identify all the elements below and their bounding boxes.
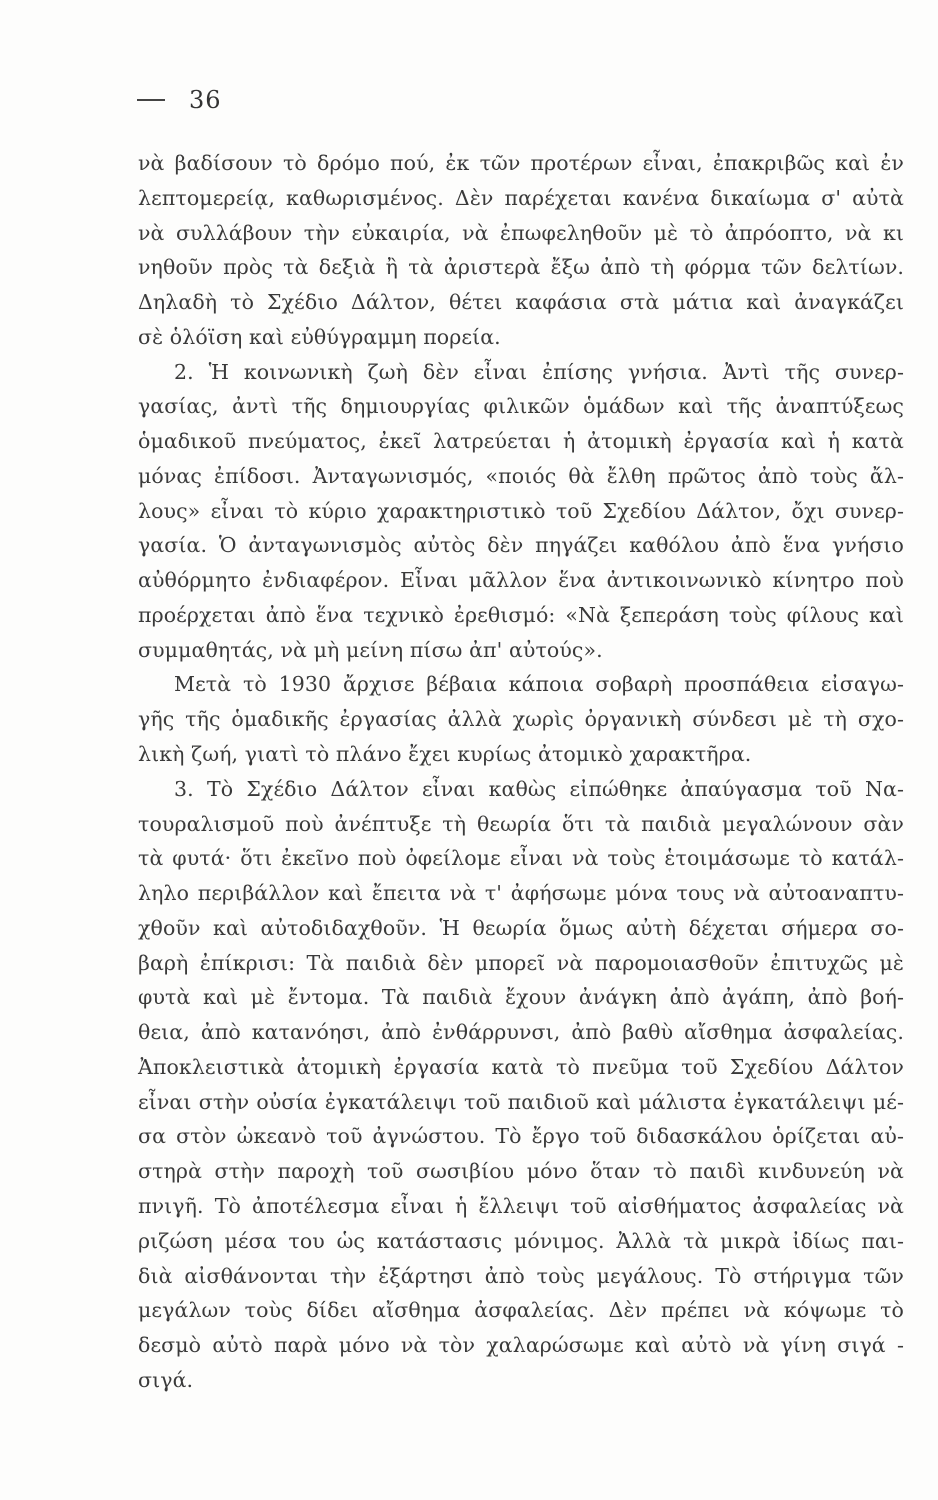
paragraph-start-line: 2. Ἡ κοινωνικὴ ζωὴ δὲν εἶναι ἐπίσης γνήσια. Ἀντὶ τῆς συνερ- — [174, 359, 904, 384]
text-line: σιγά. — [138, 1367, 194, 1392]
text-line: ληλο περιβάλλον καὶ ἔπειτα νὰ τ' ἀφήσωμε μόνα τους νὰ αὐτοαναπτυ- — [138, 881, 904, 906]
page-number: 36 — [189, 86, 222, 114]
text-line: Ἀποκλειστικὰ ἀτομικὴ ἐργασία κατὰ τὸ πνεῦμα τοῦ Σχεδίου Δάλτον — [138, 1054, 904, 1079]
text-line: δεσμὸ αὐτὸ παρὰ μόνο νὰ τὸν χαλαρώσωμε καὶ αὐτὸ νὰ γίνη σιγά - — [138, 1333, 904, 1358]
text-line: νὰ συλλάβουν τὴν εὐκαιρία, νὰ ἐπωφεληθοῦν μὲ τὸ ἀπρόοπτο, νὰ κι — [138, 220, 904, 245]
text-line: ὁμαδικοῦ πνεύματος, ἐκεῖ λατρεύεται ἡ ἀτομικὴ ἐργασία καὶ ἡ κατὰ — [138, 429, 904, 454]
text-line: διὰ αἰσθάνονται τὴν ἐξάρτησι ἀπὸ τοὺς μεγάλους. Τὸ στήριγμα τῶν — [138, 1263, 904, 1288]
text-line: στηρὰ στὴν παροχὴ τοῦ σωσιβίου μόνο ὅταν τὸ παιδὶ κινδυνεύη νὰ — [138, 1159, 904, 1184]
text-line: Δηλαδὴ τὸ Σχέδιο Δάλτον, θέτει καφάσια στὰ μάτια καὶ ἀναγκάζει — [138, 290, 904, 315]
text-line: βαρὴ ἐπίκρισι: Τὰ παιδιὰ δὲν μπορεῖ νὰ παρομοιασθοῦν ἐπιτυχῶς μὲ — [138, 950, 904, 975]
text-line: τουραλισμοῦ ποὺ ἀνέπτυξε τὴ θεωρία ὅτι τὰ παιδιὰ μεγαλώνουν σὰν — [138, 811, 904, 836]
text-line: μεγάλων τοὺς δίδει αἴσθημα ἀσφαλείας. Δὲν πρέπει νὰ κόψωμε τὸ — [138, 1298, 904, 1323]
text-line: ριζώση μέσα του ὡς κατάστασις μόνιμος. Ἀλλὰ τὰ μικρὰ ἰδίως παι- — [138, 1228, 904, 1253]
text-line: λικὴ ζωή, γιατὶ τὸ πλάνο ἔχει κυρίως ἀτομικὸ χαρακτῆρα. — [138, 742, 752, 767]
text-line: χθοῦν καὶ αὐτοδιδαχθοῦν. Ἡ θεωρία ὅμως αὐτὴ δέχεται σήμερα σο- — [138, 915, 904, 940]
text-line: λεπτομερείᾳ, καθωρισμένος. Δὲν παρέχεται κανένα δικαίωμα σ' αὐτὰ — [138, 185, 904, 210]
text-line: νὰ βαδίσουν τὸ δρόμο πού, ἐκ τῶν προτέρων εἶναι, ἐπακριβῶς καὶ ἐν — [138, 151, 904, 175]
page-header — [137, 86, 222, 114]
text-line: γῆς τῆς ὁμαδικῆς ἐργασίας ἀλλὰ χωρὶς ὀργανικὴ σύνδεσι μὲ τὴ σχο- — [138, 707, 904, 732]
text-line: γασία. Ὁ ἀνταγωνισμὸς αὐτὸς δὲν πηγάζει καθόλου ἀπὸ ἕνα γνήσιο — [138, 533, 904, 558]
text-line: προέρχεται ἀπὸ ἕνα τεχνικὸ ἐρεθισμό: «Νὰ ξεπεράση τοὺς φίλους καὶ — [138, 602, 904, 627]
text-line: συμμαθητάς, νὰ μὴ μείνη πίσω ἀπ' αὐτούς». — [138, 637, 603, 662]
text-line: αὐθόρμητο ἐνδιαφέρον. Εἶναι μᾶλλον ἕνα ἀντικοινωνικὸ κίνητρο ποὺ — [138, 568, 904, 593]
text-line: τὰ φυτά· ὅτι ἐκεῖνο ποὺ ὀφείλομε εἶναι νὰ τοὺς ἑτοιμάσωμε τὸ κατάλ- — [138, 846, 904, 871]
text-line: φυτὰ καὶ μὲ ἔντομα. Τὰ παιδιὰ ἔχουν ἀνάγκη ἀπὸ ἀγάπη, ἀπὸ βοή- — [138, 985, 904, 1010]
paragraph-start-line: Μετὰ τὸ 1930 ἄρχισε βέβαια κάποια σοβαρὴ προσπάθεια εἰσαγω- — [174, 672, 904, 697]
paragraph-start-line: 3. Τὸ Σχέδιο Δάλτον εἶναι καθὼς εἰπώθηκε ἀπαύγασμα τοῦ Να- — [174, 776, 904, 801]
text-line: εἶναι στὴν οὐσία ἐγκατάλειψι τοῦ παιδιοῦ καὶ μάλιστα ἐγκατάλειψι μέ- — [138, 1089, 904, 1114]
text-line — [138, 1398, 904, 1433]
text-line: σα στὸν ὠκεανὸ τοῦ ἀγνώστου. Τὸ ἔργο τοῦ διδασκάλου ὁρίζεται αὐ- — [138, 1124, 904, 1149]
text-line: μόνας ἐπίδοσι. Ἀνταγωνισμός, «ποιός θὰ ἔλθη πρῶτος ἀπὸ τοὺς ἄλ- — [138, 463, 904, 488]
text-line: νηθοῦν πρὸς τὰ δεξιὰ ἢ τὰ ἀριστερὰ ἔξω ἀπὸ τὴ φόρμα τῶν δελτίων. — [138, 255, 904, 280]
header-dash — [137, 99, 165, 101]
body-text — [138, 146, 904, 1432]
text-line: γασίας, ἀντὶ τῆς δημιουργίας φιλικῶν ὁμάδων καὶ τῆς ἀναπτύξεως — [138, 394, 904, 419]
text-line: λους» εἶναι τὸ κύριο χαρακτηριστικὸ τοῦ Σχεδίου Δάλτον, ὄχι συνερ- — [138, 498, 904, 523]
text-line: θεια, ἀπὸ κατανόησι, ἀπὸ ἐνθάρρυνσι, ἀπὸ βαθὺ αἴσθημα ἀσφαλείας. — [138, 1020, 904, 1045]
text-line: σὲ ὁλόϊση καὶ εὐθύγραμμη πορεία. — [138, 324, 501, 349]
text-line: πνιγῆ. Τὸ ἀποτέλεσμα εἶναι ἡ ἔλλειψι τοῦ αἰσθήματος ἀσφαλείας νὰ — [138, 1193, 904, 1218]
